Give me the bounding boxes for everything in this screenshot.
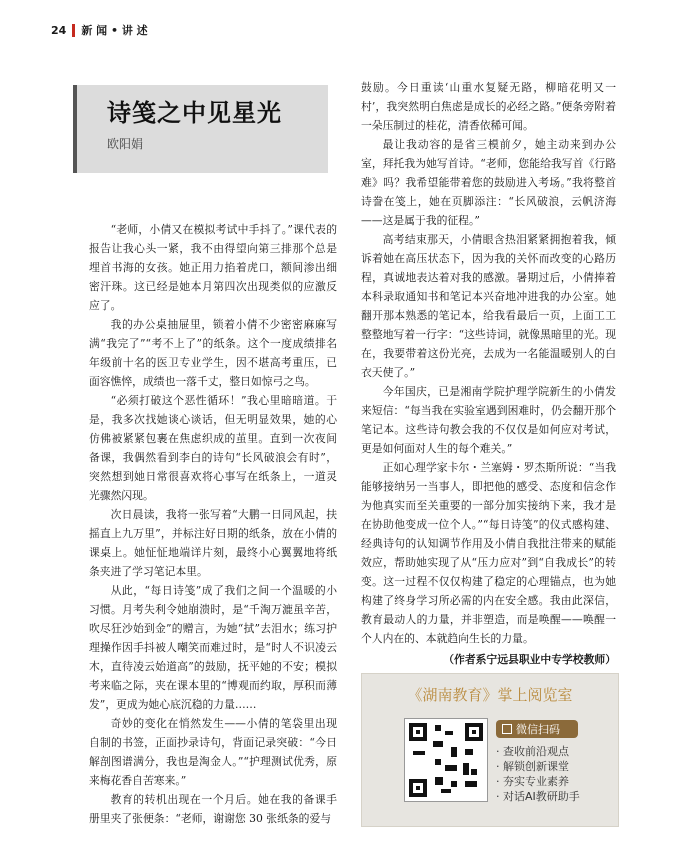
- paragraph: “老师，小倩又在模拟考试中手抖了。”课代表的报告让我心头一紧，我不由得望向第三排那个总是埋首书海的女孩。她正用力掐着虎口，额间渗出细密汗珠。这已经是她本月第四次出现类似的应激反应了。: [89, 223, 337, 312]
- paragraph: 鼓励。今日重读‘山重水复疑无路，柳暗花明又一村’，我突然明白焦虑是成长的必经之路。”便条旁附着一朵压制过的桂花，清香依稀可闻。: [361, 81, 616, 132]
- paragraph: 教育的转机出现在一个月后。她在我的备课手册里夹了张便条：“老师，谢谢您 30 张纸条的爱与: [89, 793, 337, 825]
- paragraph: “必须打破这个恶性循环！”我心里暗暗道。于是，我多次找她谈心谈话，但无明显效果，她的心仿佛被紧紧包裹在焦虑织成的茧里。直到一次夜间备课，我偶然看到李白的诗句“长风破浪会有时”，突然想到她日常很喜欢将心事写在纸条上，一道灵光骤然闪现。: [89, 394, 337, 502]
- header-divider: [72, 24, 75, 37]
- page-header: [51, 22, 148, 38]
- paragraph: 次日晨读，我将一张写着“大鹏一日同风起，扶摇直上九万里”，并标注好日期的纸条，放在小倩的课桌上。她怔怔地端详片刻，最终小心翼翼地将纸条夹进了学习笔记本里。: [89, 508, 337, 578]
- list-item: · 查收前沿观点: [496, 744, 580, 759]
- promo-title: 《湖南教育》掌上阅览室: [407, 686, 573, 704]
- list-item: · 解锁创新课堂: [496, 759, 580, 774]
- promo-list: [496, 744, 580, 804]
- paragraph: 正如心理学家卡尔・兰塞姆・罗杰斯所说：“当我能够接纳另一当事人，即把他的感受、态度和信念作为他真实而至关重要的一部分加实接纳下来，我才是在协助他变成一位个人。”“每日诗笺”的仪式感构建、经典诗句的认知调节作用及小倩自我批注带来的赋能效应，帮助她实现了从“压力应对”到“自我成长”的转变。这一过程不仅仅构建了稳定的心理锚点，也为她构建了终身学习所必需的内在安全感。我由此深信，教育最动人的力量，并非塑造，而是唤醒——唤醒一个人内在的、本就趋向生长的力量。: [361, 461, 616, 645]
- promo-box: [361, 673, 619, 827]
- list-item: · 对话AI教研助手: [496, 789, 580, 804]
- book-icon: [502, 724, 512, 734]
- article-title-box: [73, 85, 328, 173]
- scan-label: 微信扫码: [516, 723, 560, 736]
- right-column: [361, 78, 616, 669]
- article-author: 欧阳娟: [107, 137, 144, 151]
- paragraph: 我的办公桌抽屉里，锁着小倩不少密密麻麻写满“我完了”“考不上了”的纸条。这个一度成绩排名年级前十名的医卫专业学生，因不堪高考重压，已面容憔悴，成绩也一落千丈，整日如惊弓之鸟。: [89, 318, 337, 388]
- qr-code-icon[interactable]: [404, 718, 488, 802]
- page-number: 24: [51, 23, 67, 37]
- paragraph: 最让我动容的是省三模前夕，她主动来到办公室，拜托我为她写首诗。“老师，您能给我写首《行路难》吗？我希望能带着您的鼓励进入考场。”我将整首诗誊在笺上，她在页脚添注：“长风破浪，云帆济海——这是属于我的征程。”: [361, 138, 616, 227]
- paragraph: 奇妙的变化在悄然发生——小倩的笔袋里出现自制的书签，正面抄录诗句，背面记录突破：“今日解剖图谱满分，我也是淘金人。”“护理测试优秀，原来梅花香自苦寒来。”: [89, 717, 337, 787]
- article-title: 诗笺之中见星光: [107, 99, 282, 127]
- left-column: [89, 220, 337, 828]
- paragraph: 从此，“每日诗笺”成了我们之间一个温暖的小习惯。月考失利令她崩溃时，是“千淘万漉虽辛苦，吹尽狂沙始到金”的赠言，为她“拭”去泪水；练习护理操作因手抖被人嘲笑而难过时，是“时人不识凌云木，直待凌云始道高”的鼓励，抚平她的不安；模拟考来临之际，夹在课本里的“博观而约取，厚积而薄发”，更成为她心底沉稳的力量……: [89, 584, 337, 711]
- section-name: 新 闻 • 讲 述: [81, 24, 148, 37]
- list-item: · 夯实专业素养: [496, 774, 580, 789]
- paragraph: 今年国庆，已是湘南学院护理学院新生的小倩发来短信：“每当我在实验室遇到困难时，仍会翻开那个笔记本。这些诗句教会我的不仅仅是如何应对考试，更是如何面对人生的每个难关。”: [361, 385, 616, 455]
- paragraph: 高考结束那天，小倩眼含热泪紧紧拥抱着我，倾诉着她在高压状态下，因为我的关怀而改变的心路历程，真诚地表达着对我的感激。暑期过后，小倩捧着本科录取通知书和笔记本兴奋地冲进我的办公室。她翻开那本熟悉的笔记本，给我看最后一页，上面工工整整地写着一行字：“这些诗词，就像黑暗里的光。现在，我要带着这份光亮，去成为一名能温暖别人的白衣天使了。”: [361, 233, 616, 379]
- wechat-scan-badge: [496, 720, 578, 738]
- author-signature: （作者系宁远县职业中专学校教师）: [443, 653, 616, 666]
